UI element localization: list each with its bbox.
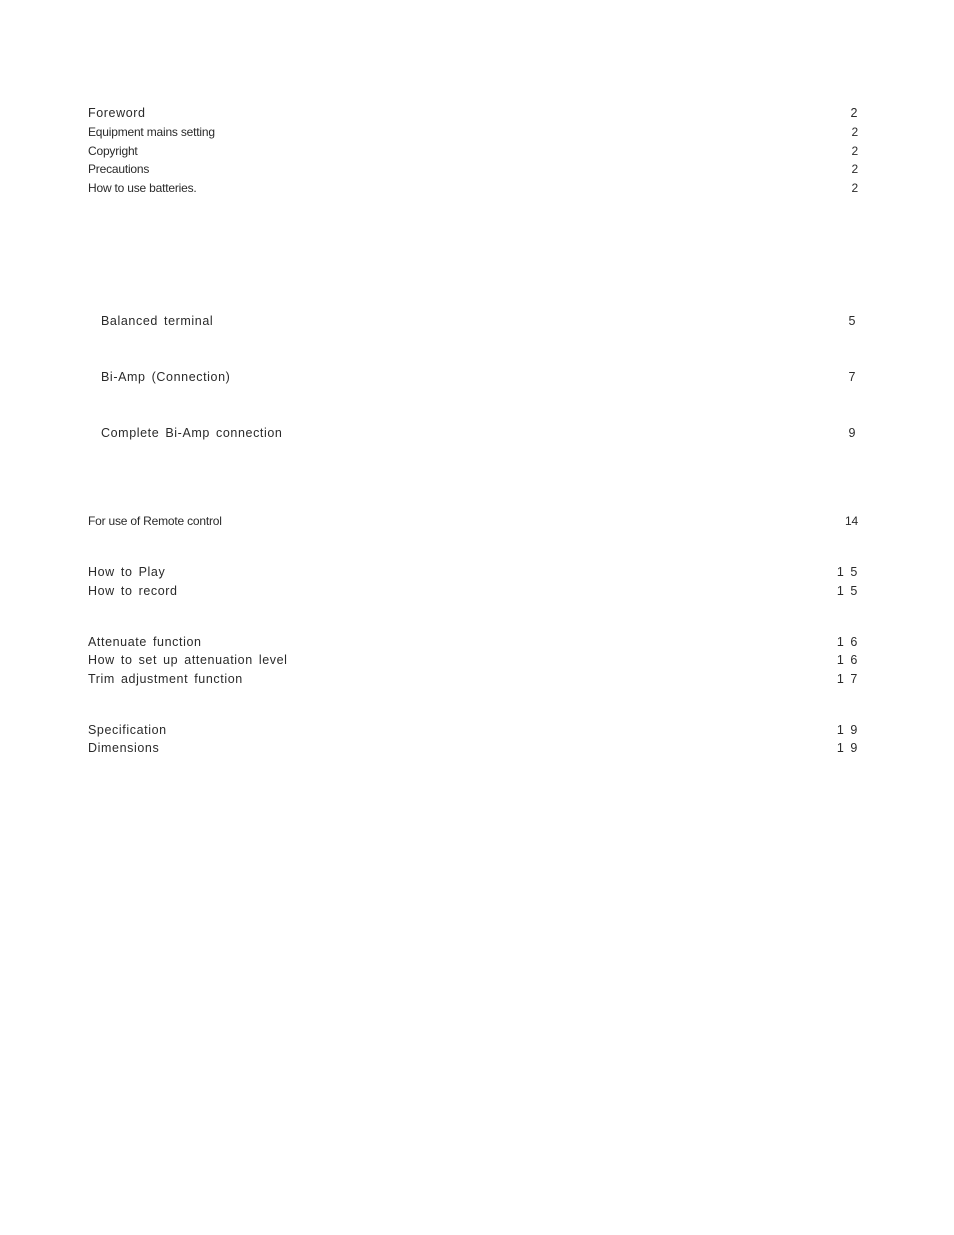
toc-entry-specification[interactable]: [88, 722, 858, 738]
toc-leader-dots: [153, 161, 848, 177]
toc-entry-precautions[interactable]: [88, 161, 858, 177]
toc-leader-dots: [292, 652, 834, 668]
toc-entry-page: 5: [848, 314, 856, 328]
toc-entry-title: Attenuate function: [88, 635, 202, 649]
toc-entry-balanced-terminal[interactable]: [101, 313, 856, 329]
toc-entry-page: 2: [851, 181, 858, 195]
toc-entry-title: For use of Remote control: [88, 514, 222, 528]
toc-leader-dots: [217, 313, 845, 329]
toc-entry-foreword[interactable]: [88, 105, 858, 121]
toc-entry-trim-adjustment[interactable]: [88, 671, 858, 687]
toc-leader-dots: [286, 425, 845, 441]
toc-entry-title: How to Play: [88, 565, 166, 579]
toc-entry-page: 1 6: [836, 653, 858, 667]
toc-entry-page: 1 9: [836, 741, 858, 755]
toc-entry-bi-amp-connection[interactable]: [101, 369, 856, 385]
toc-entry-page: 1 5: [836, 584, 858, 598]
toc-entry-title: How to set up attenuation level: [88, 653, 288, 667]
toc-entry-title: Dimensions: [88, 741, 160, 755]
toc-entry-page: 1 9: [836, 723, 858, 737]
toc-leader-dots: [169, 564, 834, 580]
toc-leader-dots: [150, 105, 848, 121]
toc-leader-dots: [201, 180, 849, 196]
toc-entry-title: Trim adjustment function: [88, 672, 243, 686]
toc-entry-how-to-use-batteries[interactable]: [88, 180, 858, 196]
toc-entry-title: Balanced terminal: [101, 314, 214, 328]
toc-entry-title: How to record: [88, 584, 178, 598]
toc-leader-dots: [163, 740, 834, 756]
toc-entry-page: 9: [848, 426, 856, 440]
toc-entry-how-to-play[interactable]: [88, 564, 858, 580]
toc-entry-page: 14: [845, 514, 858, 528]
toc-leader-dots: [142, 143, 849, 159]
toc-leader-dots: [219, 124, 849, 140]
toc-entry-copyright[interactable]: [88, 143, 858, 159]
toc-entry-title: How to use batteries.: [88, 181, 197, 195]
toc-entry-title: Precautions: [88, 162, 150, 176]
toc-entry-title: Equipment mains setting: [88, 125, 215, 139]
toc-entry-equipment-mains-setting[interactable]: [88, 124, 858, 140]
toc-entry-page: 2: [851, 162, 858, 176]
toc-leader-dots: [182, 583, 834, 599]
toc-entry-page: 1 5: [836, 565, 858, 579]
toc-leader-dots: [226, 513, 842, 529]
toc-entry-page: 2: [851, 125, 858, 139]
toc-leader-dots: [247, 671, 834, 687]
toc-leader-dots: [234, 369, 845, 385]
toc-entry-page: 2: [850, 106, 858, 120]
toc-entry-how-to-record[interactable]: [88, 583, 858, 599]
toc-entry-page: 7: [848, 370, 856, 384]
toc-entry-complete-bi-amp-connection[interactable]: [101, 425, 856, 441]
toc-entry-page: 2: [851, 144, 858, 158]
toc-entry-page: 1 6: [836, 635, 858, 649]
toc-leader-dots: [206, 634, 834, 650]
toc-entry-attenuation-level[interactable]: [88, 652, 858, 668]
toc-entry-title: Bi-Amp (Connection): [101, 370, 231, 384]
toc-entry-title: Complete Bi-Amp connection: [101, 426, 283, 440]
toc-entry-remote-control[interactable]: [88, 513, 858, 529]
toc-entry-attenuate-function[interactable]: [88, 634, 858, 650]
toc-entry-title: Foreword: [88, 106, 146, 120]
toc-leader-dots: [171, 722, 834, 738]
toc-entry-title: Specification: [88, 723, 167, 737]
toc-entry-page: 1 7: [836, 672, 858, 686]
toc-entry-title: Copyright: [88, 144, 138, 158]
toc-entry-dimensions[interactable]: [88, 740, 858, 756]
